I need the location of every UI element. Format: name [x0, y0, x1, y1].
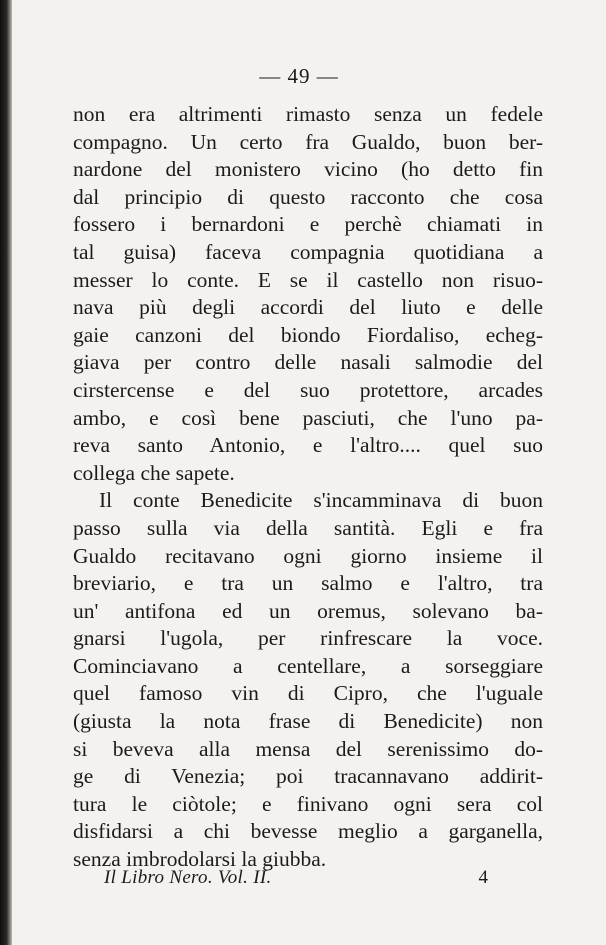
text-line: si beveva alla mensa del serenissimo do- [73, 736, 543, 761]
paragraph-2 [73, 487, 543, 873]
text-line: nava più degli accordi del liuto e delle [73, 295, 543, 320]
body-text [73, 101, 543, 874]
text-line: tura le ciòtole; e finivano ogni sera col [73, 791, 543, 816]
text-line: senza imbrodolarsi la giubba. [73, 847, 327, 872]
text-line: disfidarsi a chi bevesse meglio a garganella, [73, 819, 543, 844]
signature-mark: 4 [478, 867, 488, 888]
text-line: gaie canzoni del biondo Fiordaliso, echeg- [73, 322, 543, 347]
text-line: ambo, e così bene pasciuti, che l'uno pa- [73, 405, 543, 430]
text-line: quel famoso vin di Cipro, che l'uguale [73, 681, 543, 706]
text-line: giava per contro delle nasali salmodie del [73, 350, 543, 375]
page-number: — 49 — [259, 64, 339, 88]
page-footer [104, 867, 488, 889]
text-line: breviario, e tra un salmo e l'altro, tra [73, 571, 543, 596]
text-line: (giusta la nota frase di Benedicite) non [73, 709, 543, 734]
page-spine-edge [0, 0, 12, 945]
text-line: dal principio di questo racconto che cosa [73, 184, 543, 209]
paragraph-1 [73, 101, 543, 487]
text-line: Il conte Benedicite s'incamminava di buon [99, 488, 543, 513]
text-line: Gualdo recitavano ogni giorno insieme il [73, 543, 543, 568]
text-line: messer lo conte. E se il castello non risuo- [73, 267, 543, 292]
text-line: tal guisa) faceva compagnia quotidiana a [73, 239, 543, 264]
running-title: Il Libro Nero. Vol. II. [104, 867, 272, 888]
text-line: fossero i bernardoni e perchè chiamati in [73, 212, 543, 237]
text-line: gnarsi l'ugola, per rinfrescare la voce. [73, 626, 543, 651]
text-line: ge di Venezia; poi tracannavano addirit- [73, 764, 543, 789]
text-line: non era altrimenti rimasto senza un fedele [73, 102, 543, 126]
text-line: un' antifona ed un oremus, solevano ba- [73, 598, 543, 623]
text-line: collega che sapete. [73, 460, 235, 485]
text-line: compagno. Un certo fra Gualdo, buon ber- [73, 129, 543, 154]
text-line: passo sulla via della santità. Egli e fra [73, 515, 543, 540]
text-line: nardone del monistero vicino (ho detto fin [73, 157, 543, 182]
text-line: reva santo Antonio, e l'altro.... quel suo [73, 433, 543, 458]
text-line: Cominciavano a centellare, a sorseggiare [73, 653, 543, 678]
text-line: cirstercense e del suo protettore, arcades [73, 377, 543, 402]
